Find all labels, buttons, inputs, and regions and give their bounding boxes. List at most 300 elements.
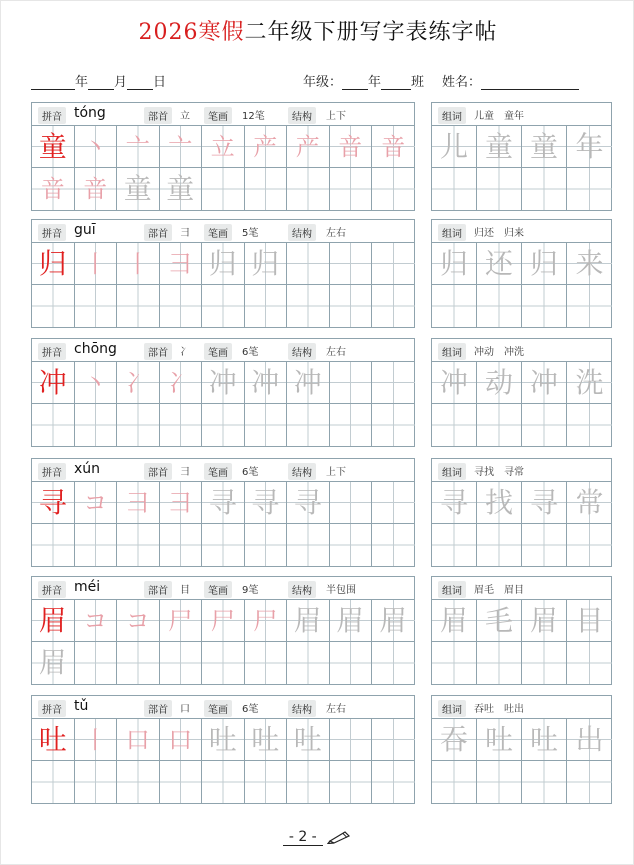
strokes-tag: 笔画 bbox=[204, 581, 232, 598]
strokes-value: 9笔 bbox=[242, 585, 259, 596]
strokes-value: 5笔 bbox=[242, 228, 259, 239]
practice-row bbox=[32, 524, 414, 566]
tianzige-cell[interactable] bbox=[32, 719, 75, 761]
radical-value: 口 bbox=[180, 704, 190, 715]
tianzige-cell[interactable] bbox=[432, 600, 477, 642]
tianzige-cell[interactable] bbox=[372, 761, 415, 803]
grade-field bbox=[303, 71, 579, 90]
tianzige-cell[interactable] bbox=[245, 126, 288, 168]
tianzige-cell[interactable] bbox=[477, 243, 522, 285]
name-blank[interactable] bbox=[481, 75, 579, 90]
words-value: 归还 归来 bbox=[474, 228, 524, 239]
tianzige-cell[interactable] bbox=[287, 642, 330, 684]
tianzige-cell[interactable] bbox=[117, 404, 160, 446]
word-practice-panel bbox=[431, 338, 612, 447]
words-header bbox=[432, 696, 611, 719]
tianzige-cell[interactable] bbox=[477, 126, 522, 168]
radical-tag: 部首 bbox=[144, 581, 172, 598]
tianzige-cell[interactable] bbox=[245, 761, 288, 803]
year-label: 年 bbox=[75, 75, 89, 90]
practice-row bbox=[32, 168, 414, 210]
tianzige-cell[interactable] bbox=[245, 168, 288, 210]
tianzige-cell[interactable] bbox=[372, 362, 415, 404]
strokes-value: 6笔 bbox=[242, 347, 259, 358]
practice-row bbox=[32, 362, 414, 404]
tianzige-cell[interactable] bbox=[477, 761, 522, 803]
tianzige-cell[interactable] bbox=[432, 126, 477, 168]
stroke-step-char: 丶 bbox=[83, 132, 108, 161]
tianzige-cell[interactable] bbox=[75, 761, 118, 803]
tianzige-cell[interactable] bbox=[477, 362, 522, 404]
tianzige-cell[interactable] bbox=[75, 719, 118, 761]
word-row bbox=[432, 642, 611, 684]
word-practice-panel bbox=[431, 458, 612, 567]
tianzige-cell[interactable] bbox=[330, 642, 373, 684]
word-char: 来 bbox=[575, 246, 604, 280]
strokes-tag: 笔画 bbox=[204, 107, 232, 124]
char-info-header bbox=[32, 103, 414, 126]
tianzige-cell[interactable] bbox=[567, 482, 612, 524]
tianzige-cell[interactable] bbox=[287, 404, 330, 446]
name-label: 姓名： bbox=[442, 75, 482, 90]
structure-tag: 结构 bbox=[288, 700, 316, 717]
strokes-tag: 笔画 bbox=[204, 224, 232, 241]
words-tag: 组词 bbox=[438, 224, 466, 241]
tianzige-cell[interactable] bbox=[160, 761, 203, 803]
tianzige-cell[interactable] bbox=[287, 168, 330, 210]
stroke-step-char: 冲 bbox=[208, 365, 237, 399]
tianzige-cell[interactable] bbox=[432, 404, 477, 446]
tianzige-cell[interactable] bbox=[160, 168, 203, 210]
tianzige-cell[interactable] bbox=[245, 362, 288, 404]
model-char: 归 bbox=[38, 246, 67, 280]
words-header bbox=[432, 103, 611, 126]
tianzige-cell[interactable] bbox=[160, 285, 203, 327]
tianzige-cell[interactable] bbox=[117, 600, 160, 642]
tianzige-cell[interactable] bbox=[202, 362, 245, 404]
tianzige-cell[interactable] bbox=[202, 524, 245, 566]
pinyin-tag: 拼音 bbox=[38, 700, 66, 717]
tianzige-cell[interactable] bbox=[432, 243, 477, 285]
tianzige-cell[interactable] bbox=[245, 243, 288, 285]
stroke-step-char: 尸 bbox=[210, 606, 235, 635]
stroke-step-char: 亠 bbox=[168, 132, 193, 161]
tianzige-cell[interactable] bbox=[330, 126, 373, 168]
tianzige-cell[interactable] bbox=[202, 126, 245, 168]
tianzige-cell[interactable] bbox=[117, 524, 160, 566]
tianzige-cell[interactable] bbox=[117, 362, 160, 404]
tianzige-cell[interactable] bbox=[202, 243, 245, 285]
pinyin-value: tǔ bbox=[74, 698, 89, 714]
tianzige-cell[interactable] bbox=[372, 168, 415, 210]
stroke-step-char: 冲 bbox=[251, 365, 280, 399]
tianzige-cell[interactable] bbox=[477, 600, 522, 642]
tianzige-cell[interactable] bbox=[432, 719, 477, 761]
tianzige-cell[interactable] bbox=[160, 524, 203, 566]
stroke-step-char: 尸 bbox=[168, 606, 193, 635]
stroke-practice-panel bbox=[31, 338, 415, 447]
word-practice-panel bbox=[431, 102, 612, 211]
tianzige-cell[interactable] bbox=[287, 482, 330, 524]
tianzige-cell[interactable] bbox=[287, 243, 330, 285]
tianzige-cell[interactable] bbox=[330, 719, 373, 761]
stroke-step-char: 丨 bbox=[83, 725, 108, 754]
tianzige-cell[interactable] bbox=[372, 404, 415, 446]
pinyin-tag: 拼音 bbox=[38, 107, 66, 124]
tianzige-cell[interactable] bbox=[32, 362, 75, 404]
tianzige-cell[interactable] bbox=[160, 642, 203, 684]
practice-row bbox=[32, 126, 414, 168]
tianzige-cell[interactable] bbox=[32, 482, 75, 524]
radical-tag: 部首 bbox=[144, 700, 172, 717]
tianzige-cell[interactable] bbox=[287, 719, 330, 761]
tianzige-cell[interactable] bbox=[522, 719, 567, 761]
class-blank[interactable] bbox=[381, 75, 411, 90]
stroke-step-char: 童 bbox=[123, 172, 152, 205]
tianzige-cell[interactable] bbox=[432, 362, 477, 404]
pinyin-value: chōng bbox=[74, 341, 117, 357]
radical-value: 冫 bbox=[180, 347, 190, 358]
word-char: 冲 bbox=[529, 365, 558, 399]
tianzige-cell[interactable] bbox=[32, 404, 75, 446]
tianzige-cell[interactable] bbox=[202, 642, 245, 684]
stroke-step-char: 尸 bbox=[253, 606, 278, 635]
tianzige-cell[interactable] bbox=[522, 761, 567, 803]
tianzige-cell[interactable] bbox=[32, 243, 75, 285]
tianzige-cell[interactable] bbox=[522, 243, 567, 285]
stroke-step-char: 产 bbox=[295, 132, 320, 161]
radical-value: 彐 bbox=[180, 228, 190, 239]
tianzige-cell[interactable] bbox=[202, 600, 245, 642]
stroke-step-char: 吐 bbox=[208, 722, 237, 756]
words-value: 寻找 寻常 bbox=[474, 467, 524, 478]
word-practice-panel bbox=[431, 695, 612, 804]
tianzige-cell[interactable] bbox=[372, 243, 415, 285]
stroke-practice-panel bbox=[31, 458, 415, 567]
tianzige-cell[interactable] bbox=[477, 482, 522, 524]
stroke-step-char: コ bbox=[83, 488, 108, 517]
date-field bbox=[31, 71, 166, 90]
model-char: 吐 bbox=[38, 722, 67, 756]
word-char: 吐 bbox=[529, 722, 558, 756]
pinyin-tag: 拼音 bbox=[38, 581, 66, 598]
year-blank[interactable] bbox=[31, 75, 75, 90]
tianzige-cell[interactable] bbox=[372, 126, 415, 168]
stroke-step-char: 冫 bbox=[125, 368, 150, 397]
word-char: 归 bbox=[529, 246, 558, 280]
tianzige-cell[interactable] bbox=[32, 761, 75, 803]
stroke-step-char: 眉 bbox=[336, 603, 365, 637]
practice-row bbox=[32, 285, 414, 327]
tianzige-cell[interactable] bbox=[567, 524, 612, 566]
stroke-step-char: 音 bbox=[338, 132, 363, 161]
word-practice-panel bbox=[431, 576, 612, 685]
tianzige-cell[interactable] bbox=[160, 482, 203, 524]
stroke-step-char: 亠 bbox=[125, 132, 150, 161]
words-tag: 组词 bbox=[438, 581, 466, 598]
practice-row bbox=[32, 719, 414, 761]
char-info-header bbox=[32, 577, 414, 600]
tianzige-cell[interactable] bbox=[372, 285, 415, 327]
tianzige-cell[interactable] bbox=[160, 404, 203, 446]
tianzige-cell[interactable] bbox=[32, 642, 75, 684]
tianzige-cell[interactable] bbox=[432, 642, 477, 684]
tianzige-cell[interactable] bbox=[287, 761, 330, 803]
tianzige-cell[interactable] bbox=[432, 168, 477, 210]
word-row bbox=[432, 168, 611, 210]
tianzige-cell[interactable] bbox=[477, 404, 522, 446]
pinyin-value: guī bbox=[74, 222, 96, 238]
strokes-value: 12笔 bbox=[242, 111, 265, 122]
tianzige-cell[interactable] bbox=[245, 600, 288, 642]
word-char: 动 bbox=[484, 365, 513, 399]
stroke-step-char: 彐 bbox=[125, 488, 150, 517]
tianzige-cell[interactable] bbox=[202, 404, 245, 446]
tianzige-cell[interactable] bbox=[522, 600, 567, 642]
tianzige-cell[interactable] bbox=[202, 168, 245, 210]
char-info-header bbox=[32, 696, 414, 719]
tianzige-cell[interactable] bbox=[567, 719, 612, 761]
tianzige-cell[interactable] bbox=[372, 524, 415, 566]
tianzige-cell[interactable] bbox=[330, 243, 373, 285]
tianzige-cell[interactable] bbox=[372, 600, 415, 642]
day-blank[interactable] bbox=[127, 75, 153, 90]
pinyin-tag: 拼音 bbox=[38, 343, 66, 360]
tianzige-cell[interactable] bbox=[75, 126, 118, 168]
word-row bbox=[432, 482, 611, 524]
stroke-step-char: 吐 bbox=[251, 722, 280, 756]
stroke-step-char: 眉 bbox=[293, 603, 322, 637]
stroke-step-char: 彐 bbox=[168, 488, 193, 517]
tianzige-cell[interactable] bbox=[330, 761, 373, 803]
tianzige-cell[interactable] bbox=[245, 719, 288, 761]
tianzige-cell[interactable] bbox=[372, 719, 415, 761]
stroke-step-char: 寻 bbox=[251, 485, 280, 519]
model-char: 眉 bbox=[38, 603, 67, 637]
structure-tag: 结构 bbox=[288, 224, 316, 241]
tianzige-cell[interactable] bbox=[287, 285, 330, 327]
tianzige-cell[interactable] bbox=[522, 285, 567, 327]
tianzige-cell[interactable] bbox=[287, 126, 330, 168]
tianzige-cell[interactable] bbox=[75, 524, 118, 566]
word-char: 寻 bbox=[529, 485, 558, 519]
tianzige-cell[interactable] bbox=[432, 482, 477, 524]
stroke-step-char: 冲 bbox=[293, 365, 322, 399]
tianzige-cell[interactable] bbox=[287, 362, 330, 404]
stroke-step-char: コ bbox=[125, 606, 150, 635]
words-tag: 组词 bbox=[438, 700, 466, 717]
tianzige-cell[interactable] bbox=[160, 243, 203, 285]
tianzige-cell[interactable] bbox=[477, 642, 522, 684]
tianzige-cell[interactable] bbox=[477, 524, 522, 566]
month-blank[interactable] bbox=[88, 75, 114, 90]
word-row bbox=[432, 243, 611, 285]
word-row bbox=[432, 761, 611, 803]
tianzige-cell[interactable] bbox=[330, 482, 373, 524]
pencil-icon bbox=[327, 830, 353, 844]
structure-value: 上下 bbox=[326, 111, 346, 122]
char-info-header bbox=[32, 459, 414, 482]
stroke-step-char: 吐 bbox=[293, 722, 322, 756]
tianzige-cell[interactable] bbox=[160, 362, 203, 404]
tianzige-cell[interactable] bbox=[330, 285, 373, 327]
structure-tag: 结构 bbox=[288, 343, 316, 360]
tianzige-cell[interactable] bbox=[245, 482, 288, 524]
strokes-value: 6笔 bbox=[242, 467, 259, 478]
radical-value: 立 bbox=[180, 111, 190, 122]
tianzige-cell[interactable] bbox=[75, 482, 118, 524]
stroke-step-char: 立 bbox=[210, 132, 235, 161]
tianzige-cell[interactable] bbox=[32, 168, 75, 210]
words-header bbox=[432, 459, 611, 482]
tianzige-cell[interactable] bbox=[330, 168, 373, 210]
stroke-step-char: 丨 bbox=[125, 249, 150, 278]
model-char: 童 bbox=[38, 129, 67, 163]
radical-value: 彐 bbox=[180, 467, 190, 478]
words-header bbox=[432, 339, 611, 362]
tianzige-cell[interactable] bbox=[117, 168, 160, 210]
word-char: 童 bbox=[529, 129, 558, 163]
tianzige-cell[interactable] bbox=[117, 285, 160, 327]
tianzige-cell[interactable] bbox=[522, 404, 567, 446]
tianzige-cell[interactable] bbox=[330, 524, 373, 566]
stroke-step-char: 口 bbox=[125, 725, 150, 754]
tianzige-cell[interactable] bbox=[32, 524, 75, 566]
stroke-step-char: 产 bbox=[253, 132, 278, 161]
tianzige-cell[interactable] bbox=[330, 362, 373, 404]
tianzige-cell[interactable] bbox=[75, 600, 118, 642]
practice-row bbox=[32, 243, 414, 285]
class-label: 班 bbox=[411, 75, 425, 90]
tianzige-cell[interactable] bbox=[117, 761, 160, 803]
tianzige-cell[interactable] bbox=[477, 719, 522, 761]
stroke-step-char: 丨 bbox=[83, 249, 108, 278]
tianzige-cell[interactable] bbox=[75, 362, 118, 404]
word-char: 吐 bbox=[484, 722, 513, 756]
tianzige-cell[interactable] bbox=[75, 285, 118, 327]
tianzige-cell[interactable] bbox=[567, 362, 612, 404]
radical-tag: 部首 bbox=[144, 343, 172, 360]
word-char: 儿 bbox=[439, 129, 468, 163]
tianzige-cell[interactable] bbox=[567, 600, 612, 642]
tianzige-cell[interactable] bbox=[202, 719, 245, 761]
grade-blank[interactable] bbox=[342, 75, 368, 90]
tianzige-cell[interactable] bbox=[75, 404, 118, 446]
tianzige-cell[interactable] bbox=[75, 642, 118, 684]
tianzige-cell[interactable] bbox=[330, 600, 373, 642]
stroke-step-char: 眉 bbox=[38, 646, 67, 679]
word-char: 出 bbox=[575, 722, 604, 756]
tianzige-cell[interactable] bbox=[372, 642, 415, 684]
tianzige-cell[interactable] bbox=[477, 285, 522, 327]
tianzige-cell[interactable] bbox=[522, 126, 567, 168]
char-info-header bbox=[32, 339, 414, 362]
day-label: 日 bbox=[153, 75, 167, 90]
stroke-step-char: 口 bbox=[168, 725, 193, 754]
tianzige-cell[interactable] bbox=[522, 642, 567, 684]
char-info-header bbox=[32, 220, 414, 243]
tianzige-cell[interactable] bbox=[202, 482, 245, 524]
tianzige-cell[interactable] bbox=[567, 761, 612, 803]
tianzige-cell[interactable] bbox=[202, 761, 245, 803]
tianzige-cell[interactable] bbox=[567, 285, 612, 327]
tianzige-cell[interactable] bbox=[567, 642, 612, 684]
tianzige-cell[interactable] bbox=[117, 243, 160, 285]
tianzige-cell[interactable] bbox=[372, 482, 415, 524]
practice-row bbox=[32, 600, 414, 642]
tianzige-cell[interactable] bbox=[32, 285, 75, 327]
practice-row bbox=[32, 404, 414, 446]
structure-value: 半包围 bbox=[326, 585, 356, 596]
words-value: 眉毛 眉目 bbox=[474, 585, 524, 596]
tianzige-cell[interactable] bbox=[75, 168, 118, 210]
tianzige-cell[interactable] bbox=[160, 126, 203, 168]
tianzige-cell[interactable] bbox=[567, 126, 612, 168]
tianzige-cell[interactable] bbox=[117, 482, 160, 524]
tianzige-cell[interactable] bbox=[522, 362, 567, 404]
word-char: 冲 bbox=[439, 365, 468, 399]
tianzige-cell[interactable] bbox=[117, 719, 160, 761]
words-value: 吞吐 吐出 bbox=[474, 704, 524, 715]
tianzige-cell[interactable] bbox=[287, 600, 330, 642]
word-char: 眉 bbox=[529, 603, 558, 637]
tianzige-cell[interactable] bbox=[245, 524, 288, 566]
tianzige-cell[interactable] bbox=[522, 482, 567, 524]
grade-label: 年级： bbox=[303, 75, 343, 90]
page-title bbox=[1, 15, 634, 46]
tianzige-cell[interactable] bbox=[567, 168, 612, 210]
tianzige-cell[interactable] bbox=[32, 126, 75, 168]
tianzige-cell[interactable] bbox=[477, 168, 522, 210]
pinyin-tag: 拼音 bbox=[38, 224, 66, 241]
tianzige-cell[interactable] bbox=[432, 524, 477, 566]
tianzige-cell[interactable] bbox=[245, 642, 288, 684]
radical-tag: 部首 bbox=[144, 224, 172, 241]
tianzige-cell[interactable] bbox=[287, 524, 330, 566]
structure-value: 左右 bbox=[326, 347, 346, 358]
tianzige-cell[interactable] bbox=[432, 285, 477, 327]
stroke-step-char: ⺕ bbox=[168, 249, 193, 278]
tianzige-cell[interactable] bbox=[522, 524, 567, 566]
tianzige-cell[interactable] bbox=[160, 600, 203, 642]
tianzige-cell[interactable] bbox=[245, 285, 288, 327]
tianzige-cell[interactable] bbox=[160, 719, 203, 761]
word-char: 眉 bbox=[439, 603, 468, 637]
tianzige-cell[interactable] bbox=[117, 126, 160, 168]
tianzige-cell[interactable] bbox=[567, 243, 612, 285]
tianzige-cell[interactable] bbox=[432, 761, 477, 803]
words-tag: 组词 bbox=[438, 107, 466, 124]
tianzige-cell[interactable] bbox=[522, 168, 567, 210]
tianzige-cell[interactable] bbox=[245, 404, 288, 446]
stroke-step-char: 童 bbox=[166, 172, 195, 205]
practice-row bbox=[32, 642, 414, 684]
tianzige-cell[interactable] bbox=[330, 404, 373, 446]
tianzige-cell[interactable] bbox=[202, 285, 245, 327]
word-row bbox=[432, 285, 611, 327]
tianzige-cell[interactable] bbox=[117, 642, 160, 684]
words-header bbox=[432, 220, 611, 243]
tianzige-cell[interactable] bbox=[75, 243, 118, 285]
stroke-practice-panel bbox=[31, 695, 415, 804]
tianzige-cell[interactable] bbox=[32, 600, 75, 642]
stroke-step-char: 眉 bbox=[379, 603, 408, 637]
stroke-step-char: コ bbox=[83, 606, 108, 635]
word-char: 寻 bbox=[439, 485, 468, 519]
word-row bbox=[432, 524, 611, 566]
word-row bbox=[432, 404, 611, 446]
tianzige-cell[interactable] bbox=[567, 404, 612, 446]
